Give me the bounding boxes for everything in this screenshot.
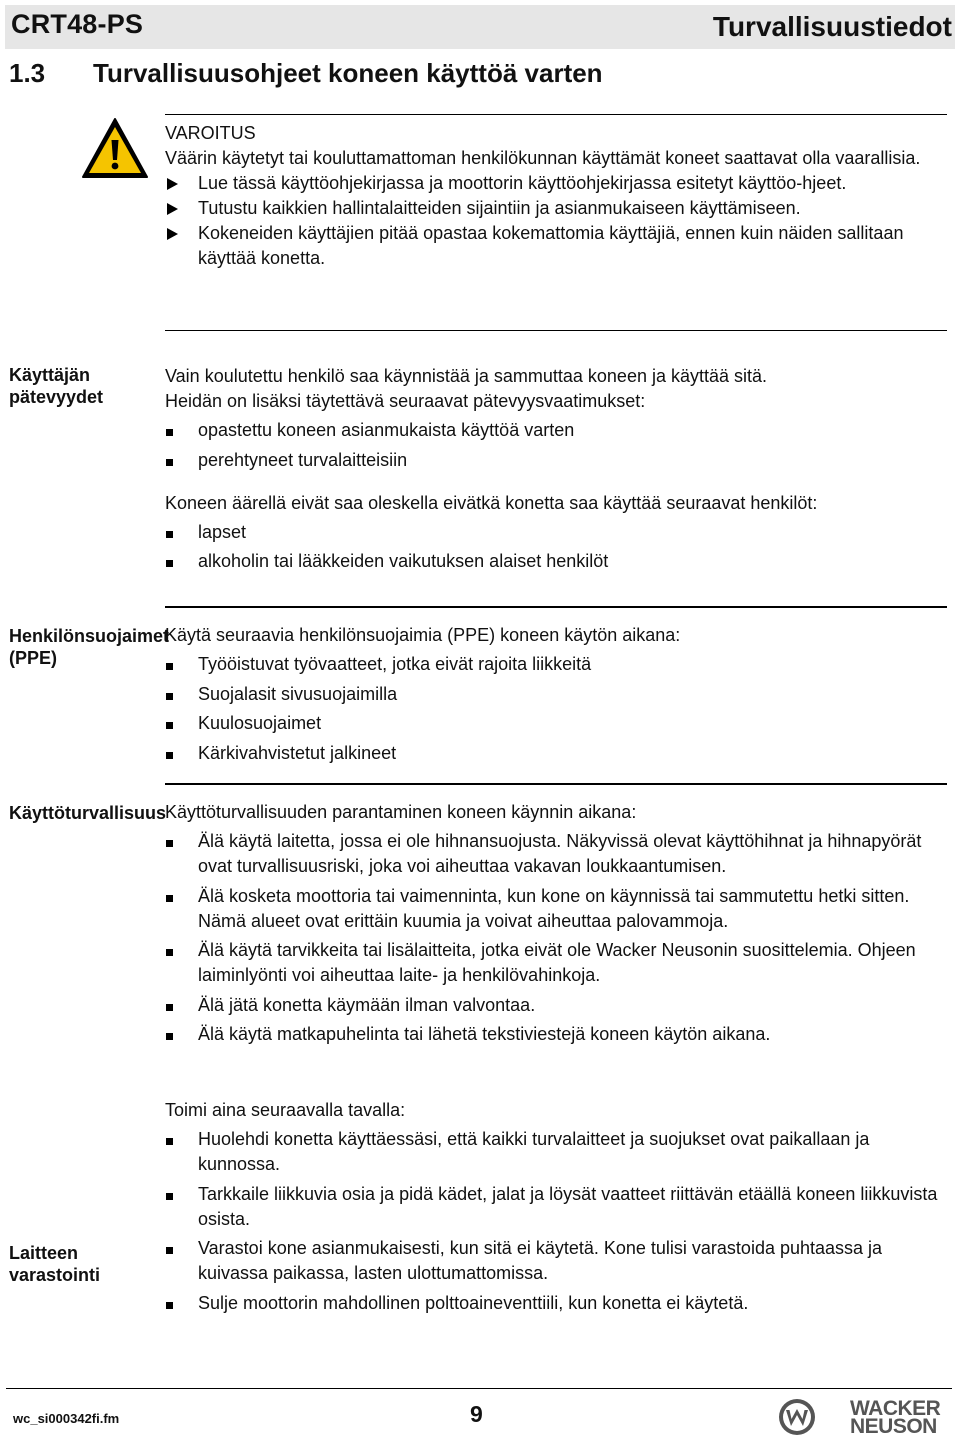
list-item: Kuulosuojaimet: [165, 711, 950, 736]
ppe-rule: [165, 606, 947, 608]
qualifications-list: [165, 418, 950, 473]
operating-safety-rule: [165, 783, 947, 785]
operating-safety-list: [165, 829, 950, 1047]
operating-safety-intro: Käyttöturvallisuuden parantaminen koneen käynnin aikana:: [165, 802, 637, 822]
list-item: perehtyneet turvalaitteisiin: [165, 448, 950, 473]
storage-block: [165, 1098, 950, 1320]
list-item: Varastoi kone asianmukaisesti, kun sitä ei käytetä. Kone tulisi varastoida puhtaassa ja kuivassa paikassa, lasten ulottumattomissa.: [165, 1236, 950, 1286]
list-item: Kärkivahvistetut jalkineet: [165, 741, 950, 766]
warning-bottom-rule: [165, 330, 947, 331]
list-item: Tutustu kaikkien hallintalaitteiden sijaintiin ja asianmukaiseen käyttämiseen.: [165, 196, 950, 221]
restricted-list: [165, 520, 950, 575]
ppe-label: Henkilönsuojaimet (PPE): [9, 626, 170, 668]
qualifications-block: [165, 364, 950, 579]
ppe-block: [165, 623, 950, 770]
warning-list: [165, 171, 950, 271]
storage-list: [165, 1127, 950, 1316]
brand-line-1: WACKER: [850, 1397, 941, 1420]
list-item: opastettu koneen asianmukaista käyttöä varten: [165, 418, 950, 443]
brand-wordmark: [850, 1397, 941, 1438]
operating-safety-block: [165, 800, 950, 1052]
operating-safety-label: Käyttöturvallisuus: [9, 803, 167, 823]
list-item: Kokeneiden käyttäjien pitää opastaa kokemattomia käyttäjiä, ennen kuin näiden sallitaan käyttää konetta.: [165, 221, 950, 271]
list-item: lapset: [165, 520, 950, 545]
list-item: Älä kosketa moottoria tai vaimenninta, kun kone on käynnissä tai sammutettu hetki sitten. Nämä alueet ovat erittäin kuumia ja voivat aiheuttaa palovammoja.: [165, 884, 950, 934]
list-item: Älä käytä tarvikkeita tai lisälaitteita, jotka eivät ole Wacker Neusonin suosittelemia. Ohjeen laiminlyönti voi aiheuttaa laite- ja henkilövahinkoja.: [165, 938, 950, 988]
qualifications-intro: Vain koulutettu henkilö saa käynnistää ja sammuttaa koneen ja käyttää sitä.: [165, 366, 768, 386]
list-item: Älä käytä laitetta, jossa ei ole hihnansuojusta. Näkyvissä olevat käyttöhihnat ja hihnapyörät ovat turvallisuusriski, joka voi aiheuttaa vakavan loukkaantumisen.: [165, 829, 950, 879]
list-item: Sulje moottorin mahdollinen polttoaineventtiili, kun konetta ei käytetä.: [165, 1291, 950, 1316]
storage-label: Laitteen varastointi: [9, 1243, 101, 1285]
ppe-list: [165, 652, 950, 766]
list-item: Huolehdi konetta käyttäessäsi, että kaikki turvalaitteet ja suojukset ovat paikallaan ja kunnossa.: [165, 1127, 950, 1177]
list-item: Suojalasit sivusuojaimilla: [165, 682, 950, 707]
list-item: Älä jätä konetta käymään ilman valvontaa.: [165, 993, 950, 1018]
storage-intro: Toimi aina seuraavalla tavalla:: [165, 1100, 406, 1120]
warning-top-rule: [165, 114, 947, 115]
section-number: 1.3: [9, 58, 46, 88]
list-item: Lue tässä käyttöohjekirjassa ja moottorin käyttöohjekirjassa esitetyt käyttöo-hjeet.: [165, 171, 950, 196]
footer-rule: [6, 1388, 952, 1389]
brand-line-2: NEUSON: [850, 1415, 937, 1438]
warning-title: VAROITUS: [165, 123, 256, 143]
doc-id: CRT48-PS: [11, 9, 144, 39]
page-number: 9: [470, 1401, 483, 1427]
footer-filename: wc_si000342fi.fm: [13, 1411, 120, 1426]
section-title: [9, 58, 603, 89]
list-item: Tarkkaile liikkuvia osia ja pidä kädet, jalat ja löysät vaatteet riittävän etäällä koneen liikkuvista osista.: [165, 1182, 950, 1232]
list-item: Työöistuvat työvaatteet, jotka eivät rajoita liikkeitä: [165, 652, 950, 677]
list-item: Älä käytä matkapuhelinta tai lähetä tekstiviestejä koneen käytön aikana.: [165, 1022, 950, 1047]
qualifications-intro-2: Heidän on lisäksi täytettävä seuraavat pätevyysvaatimukset:: [165, 391, 646, 411]
section-title-text: Turvallisuusohjeet koneen käyttöä varten: [93, 58, 603, 88]
chapter-name: Turvallisuustiedot: [712, 11, 952, 42]
list-item: alkoholin tai lääkkeiden vaikutuksen alaiset henkilöt: [165, 549, 950, 574]
warning-block: [165, 121, 950, 271]
qualifications-label: Käyttäjän pätevyydet: [9, 365, 104, 407]
warning-triangle-icon: [80, 116, 150, 180]
restriction-text: Koneen äärellä eivät saa oleskella eivätkä konetta saa käyttää seuraavat henkilöt:: [165, 492, 818, 513]
ppe-intro: Käytä seuraavia henkilönsuojaimia (PPE) koneen käytön aikana:: [165, 625, 681, 645]
wacker-neuson-logo-icon: [778, 1398, 816, 1436]
warning-text: Väärin käytetyt tai kouluttamattoman henkilökunnan käyttämät koneet saattavat olla vaarallisia.: [165, 148, 921, 168]
